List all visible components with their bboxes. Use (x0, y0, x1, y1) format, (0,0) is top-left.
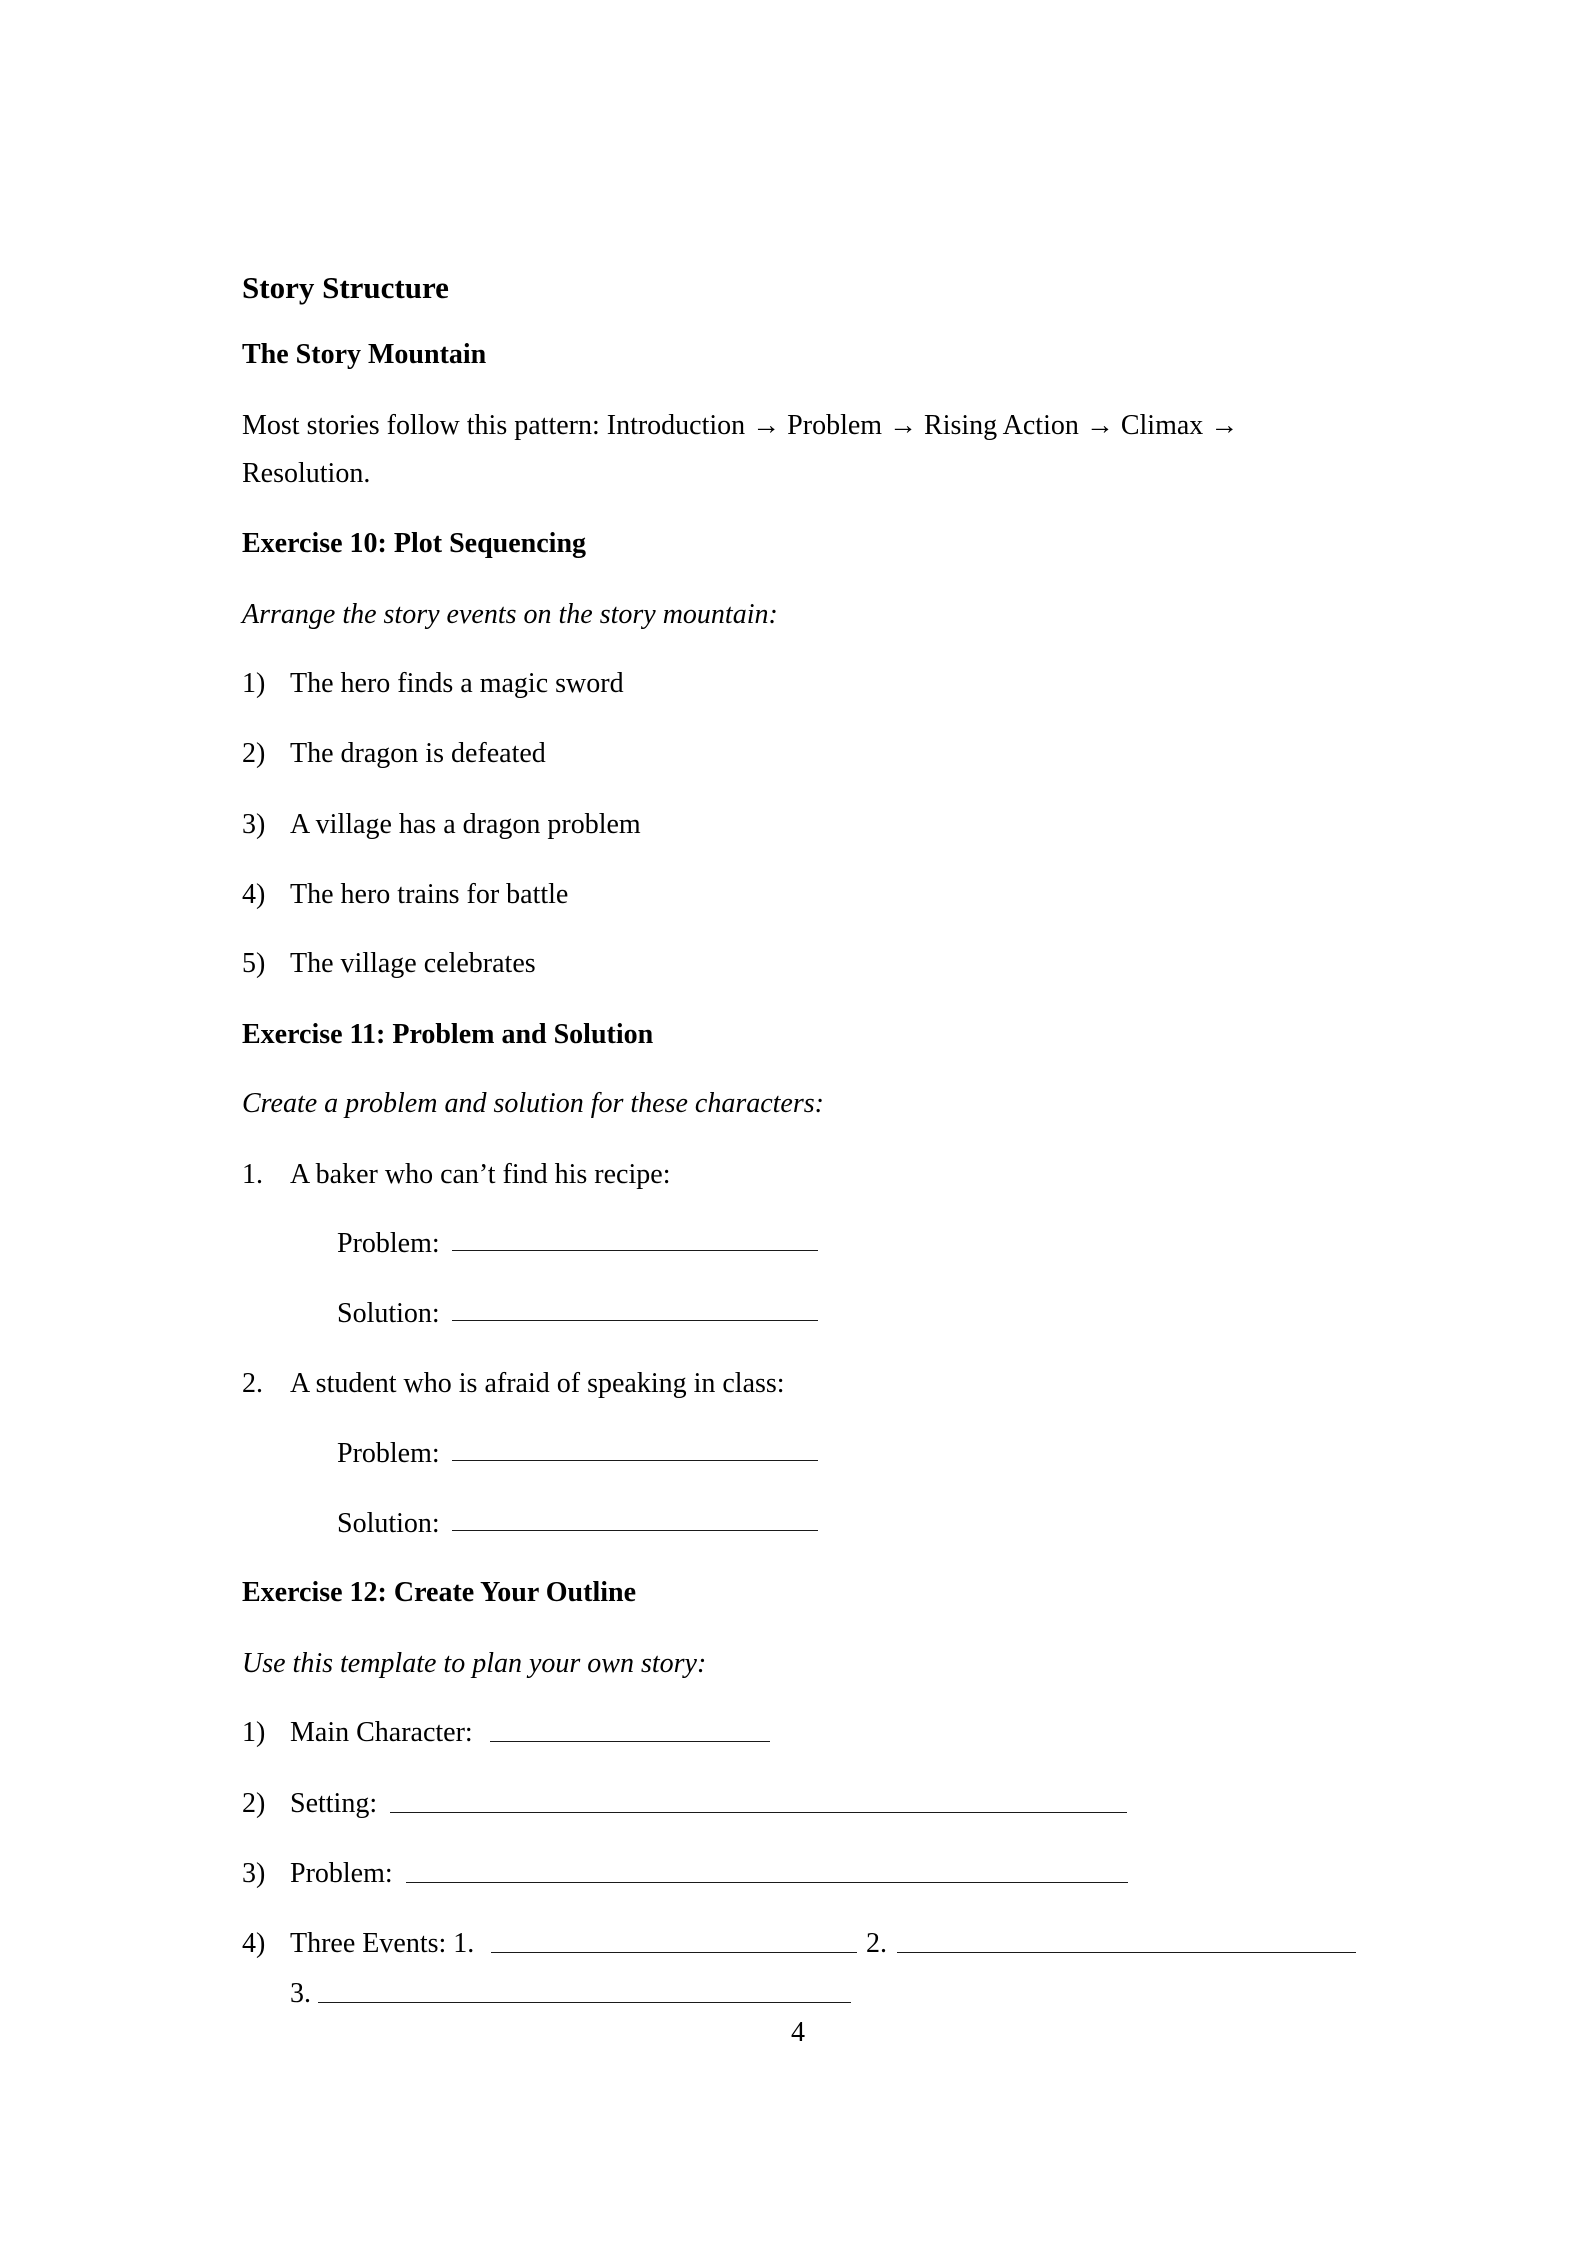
exercise-12-instruction: Use this template to plan your own story: (242, 1648, 707, 1679)
setting-label: Setting: (290, 1788, 378, 1819)
section-heading: The Story Mountain (242, 339, 487, 370)
main-character-answer-line[interactable] (490, 1741, 770, 1742)
list-item-number: 5) (242, 948, 266, 979)
list-item-number: 2. (242, 1368, 263, 1399)
main-character-label: Main Character: (290, 1717, 473, 1748)
page-number: 4 (791, 2017, 805, 2048)
list-item: The hero finds a magic sword (290, 668, 624, 699)
exercise-10-heading: Exercise 10: Plot Sequencing (242, 528, 587, 559)
exercise-12-heading: Exercise 12: Create Your Outline (242, 1577, 637, 1608)
list-item-number: 1) (242, 1717, 266, 1748)
page-title: Story Structure (242, 270, 449, 305)
list-item-number: 3) (242, 1858, 266, 1889)
list-item: The hero trains for battle (290, 879, 569, 910)
list-item: A student who is afraid of speaking in class: (290, 1368, 785, 1399)
list-item-number: 2) (242, 738, 266, 769)
list-item: The dragon is defeated (290, 738, 546, 769)
problem-answer-line[interactable] (452, 1250, 818, 1251)
problem-label: Problem: (290, 1858, 393, 1889)
list-item-number: 4) (242, 1928, 266, 1959)
list-item: The village celebrates (290, 948, 536, 979)
solution-answer-line[interactable] (452, 1320, 818, 1321)
event-3-answer-line[interactable] (318, 2002, 851, 2003)
event-3-label: 3. (290, 1978, 311, 2009)
event-1-answer-line[interactable] (491, 1952, 857, 1953)
list-item: A village has a dragon problem (290, 809, 641, 840)
list-item-number: 4) (242, 879, 266, 910)
event-2-answer-line[interactable] (897, 1952, 1356, 1953)
problem-answer-line[interactable] (406, 1882, 1128, 1883)
intro-text-line1: Most stories follow this pattern: Introduction → Problem → Rising Action → Climax → (242, 410, 1239, 441)
list-item: A baker who can’t find his recipe: (290, 1159, 671, 1190)
list-item-number: 1. (242, 1159, 263, 1190)
three-events-label: Three Events: 1. (290, 1928, 475, 1959)
setting-answer-line[interactable] (390, 1812, 1127, 1813)
solution-answer-line[interactable] (452, 1530, 818, 1531)
exercise-11-heading: Exercise 11: Problem and Solution (242, 1019, 654, 1050)
list-item-number: 1) (242, 668, 266, 699)
intro-text-line2: Resolution. (242, 458, 371, 489)
problem-label: Problem: (337, 1438, 440, 1469)
exercise-11-instruction: Create a problem and solution for these characters: (242, 1088, 824, 1119)
list-item-number: 3) (242, 809, 266, 840)
exercise-10-instruction: Arrange the story events on the story mountain: (242, 599, 778, 630)
event-2-label: 2. (866, 1928, 887, 1959)
solution-label: Solution: (337, 1298, 440, 1329)
solution-label: Solution: (337, 1508, 440, 1539)
problem-answer-line[interactable] (452, 1460, 818, 1461)
problem-label: Problem: (337, 1228, 440, 1259)
list-item-number: 2) (242, 1788, 266, 1819)
